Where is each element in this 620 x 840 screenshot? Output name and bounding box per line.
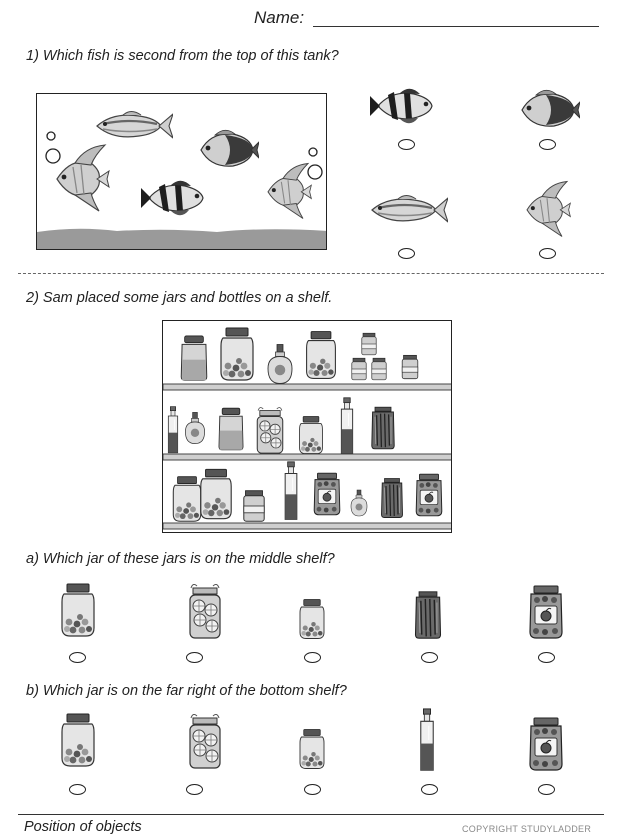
q1-option-3-radio[interactable] bbox=[398, 248, 415, 259]
jar-icon bbox=[177, 333, 211, 383]
fruit-jar-icon bbox=[526, 584, 566, 640]
bead-jar-icon bbox=[58, 712, 98, 768]
bead-jar-icon bbox=[293, 415, 329, 455]
dark-fish-icon bbox=[516, 86, 580, 132]
question-2a-text: a) Which jar of these jars is on the middle shelf? bbox=[26, 551, 335, 567]
bead-jar-icon bbox=[58, 582, 98, 638]
bottle-icon bbox=[183, 401, 207, 455]
bottle-icon bbox=[281, 459, 301, 523]
bottle-icon bbox=[349, 483, 369, 523]
black-banded-fish-icon bbox=[141, 176, 213, 220]
perfume-bottle-icon bbox=[263, 343, 297, 385]
question-1-text: 1) Which fish is second from the top of this tank? bbox=[26, 48, 339, 64]
small-jar-icon bbox=[397, 351, 423, 383]
fruit-jar-icon bbox=[311, 465, 343, 523]
angelfish-icon bbox=[263, 158, 313, 224]
question-2b-text: b) Which jar is on the far right of the bottom shelf? bbox=[26, 683, 347, 699]
question-2-text: 2) Sam placed some jars and bottles on a shelf. bbox=[26, 290, 333, 306]
name-input-line[interactable] bbox=[313, 26, 599, 27]
section-divider bbox=[18, 273, 604, 274]
bottle-icon bbox=[165, 405, 181, 455]
black-banded-fish-icon bbox=[370, 84, 442, 128]
q2a-option-5-radio[interactable] bbox=[538, 652, 555, 663]
bead-jar-icon bbox=[303, 327, 339, 383]
striped-fish-icon bbox=[368, 192, 448, 228]
sticks-jar-icon bbox=[410, 590, 446, 640]
bottle-icon bbox=[337, 397, 357, 455]
dark-fish-icon bbox=[195, 126, 259, 172]
q2b-option-5-radio[interactable] bbox=[538, 784, 555, 795]
footer-topic: Position of objects bbox=[24, 819, 142, 835]
fruit-jar-icon bbox=[526, 716, 566, 772]
lemon-jar-icon bbox=[185, 714, 225, 770]
bead-jar-icon bbox=[292, 598, 332, 640]
bead-jar-icon bbox=[197, 465, 235, 523]
lemon-jar-icon bbox=[253, 407, 287, 455]
fish-tank bbox=[36, 93, 327, 250]
striped-fish-icon bbox=[93, 108, 173, 144]
q1-option-2-radio[interactable] bbox=[539, 139, 556, 150]
angelfish-icon bbox=[522, 176, 572, 242]
q2a-option-2-radio[interactable] bbox=[186, 652, 203, 663]
bead-jar-icon bbox=[217, 325, 257, 383]
shelf-unit bbox=[162, 320, 452, 533]
q2b-option-3-radio[interactable] bbox=[304, 784, 321, 795]
bead-jar-icon bbox=[292, 728, 332, 770]
jar-icon bbox=[237, 489, 271, 523]
angelfish-icon bbox=[51, 140, 111, 216]
q2b-option-4-radio[interactable] bbox=[421, 784, 438, 795]
q1-option-1-radio[interactable] bbox=[398, 139, 415, 150]
sticks-jar-icon bbox=[367, 401, 399, 455]
q1-option-4-radio[interactable] bbox=[539, 248, 556, 259]
footer-copyright: COPYRIGHT STUDYLADDER bbox=[462, 824, 592, 834]
jar-icon bbox=[215, 403, 247, 455]
q2a-option-4-radio[interactable] bbox=[421, 652, 438, 663]
bottle-icon bbox=[416, 708, 438, 772]
q2a-option-1-radio[interactable] bbox=[69, 652, 86, 663]
jar-stack-icon bbox=[367, 355, 391, 383]
lemon-jar-icon bbox=[185, 584, 225, 640]
q2b-option-2-radio[interactable] bbox=[186, 784, 203, 795]
name-label: Name: bbox=[254, 8, 305, 27]
footer-divider bbox=[18, 814, 604, 815]
fruit-jar-icon bbox=[413, 467, 445, 523]
dark-jar-icon bbox=[377, 473, 407, 523]
q2a-option-3-radio[interactable] bbox=[304, 652, 321, 663]
q2b-option-1-radio[interactable] bbox=[69, 784, 86, 795]
jar-stack-icon bbox=[357, 331, 381, 357]
